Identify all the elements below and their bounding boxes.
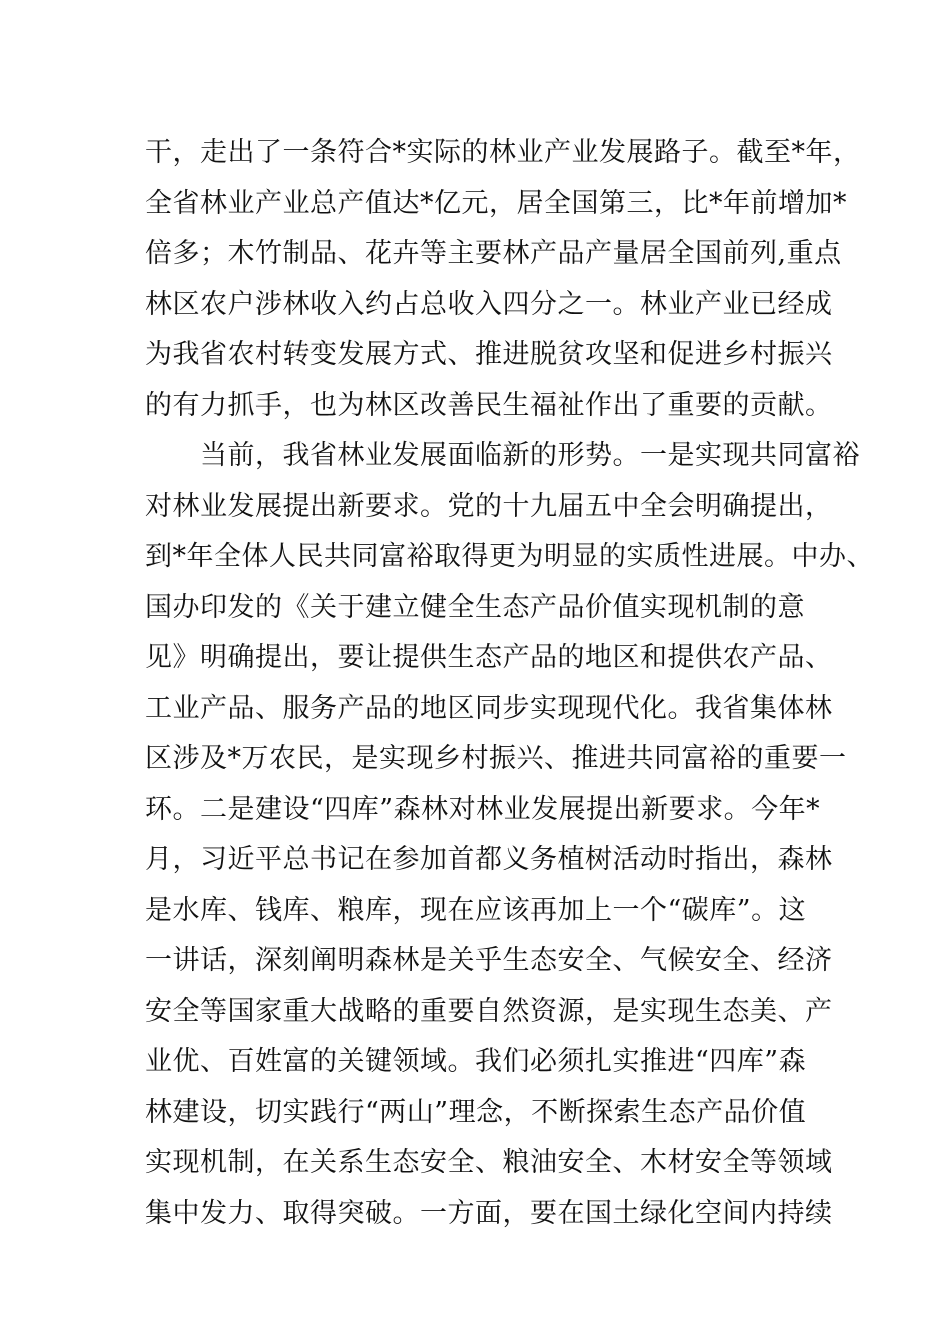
text-line: 安全等国家重大战略的重要自然资源，是实现生态美、产 — [145, 995, 833, 1027]
text-line: 林建设，切实践行“两山”理念，不断探索生态产品价值 — [145, 1096, 807, 1128]
text-line: 环。二是建设“四库”森林对林业发展提出新要求。今年* — [145, 793, 821, 825]
text-line: 倍多；木竹制品、花卉等主要林产品产量居全国前列,重点 — [145, 238, 842, 269]
text-line: 林区农户涉林收入约占总收入四分之一。林业产业已经成 — [145, 288, 833, 320]
text-line: 月，习近平总书记在参加首都义务植树活动时指出，森林 — [145, 844, 833, 875]
text-line: 为我省农村转变发展方式、推进脱贫攻坚和促进乡村振兴 — [145, 339, 833, 370]
text-line: 的有力抓手，也为林区改善民生福祉作出了重要的贡献。 — [145, 389, 833, 421]
text-line: 一讲话，深刻阐明森林是关乎生态安全、气候安全、经济 — [145, 945, 833, 976]
body-text — [145, 128, 874, 1239]
text-line: 到*年全体人民共同富裕取得更为明显的实质性进展。中办、 — [145, 541, 874, 572]
text-line: 国办印发的《关于建立健全生态产品价值实现机制的意 — [145, 591, 805, 623]
text-line: 见》明确提出，要让提供生态产品的地区和提供农产品、 — [145, 642, 833, 673]
text-line: 当前，我省林业发展面临新的形势。一是实现共同富裕 — [145, 440, 860, 471]
text-line: 是水库、钱库、粮库，现在应该再加上一个“碳库”。这 — [145, 894, 807, 926]
text-line: 对林业发展提出新要求。党的十九届五中全会明确提出， — [145, 490, 833, 522]
text-line: 全省林业产业总产值达*亿元，居全国第三，比*年前增加* — [145, 187, 847, 219]
text-line: 集中发力、取得突破。一方面，要在国土绿化空间内持续 — [145, 1197, 833, 1229]
text-line: 实现机制，在关系生态安全、粮油安全、木材安全等领域 — [145, 1147, 833, 1178]
text-line: 工业产品、服务产品的地区同步实现现代化。我省集体林 — [145, 692, 833, 724]
text-line: 业优、百姓富的关键领域。我们必须扎实推进“四库”森 — [145, 1046, 807, 1077]
text-line: 干，走出了一条符合*实际的林业产业发展路子。截至*年， — [145, 137, 861, 168]
text-line: 区涉及*万农民，是实现乡村振兴、推进共同富裕的重要一 — [145, 743, 847, 774]
